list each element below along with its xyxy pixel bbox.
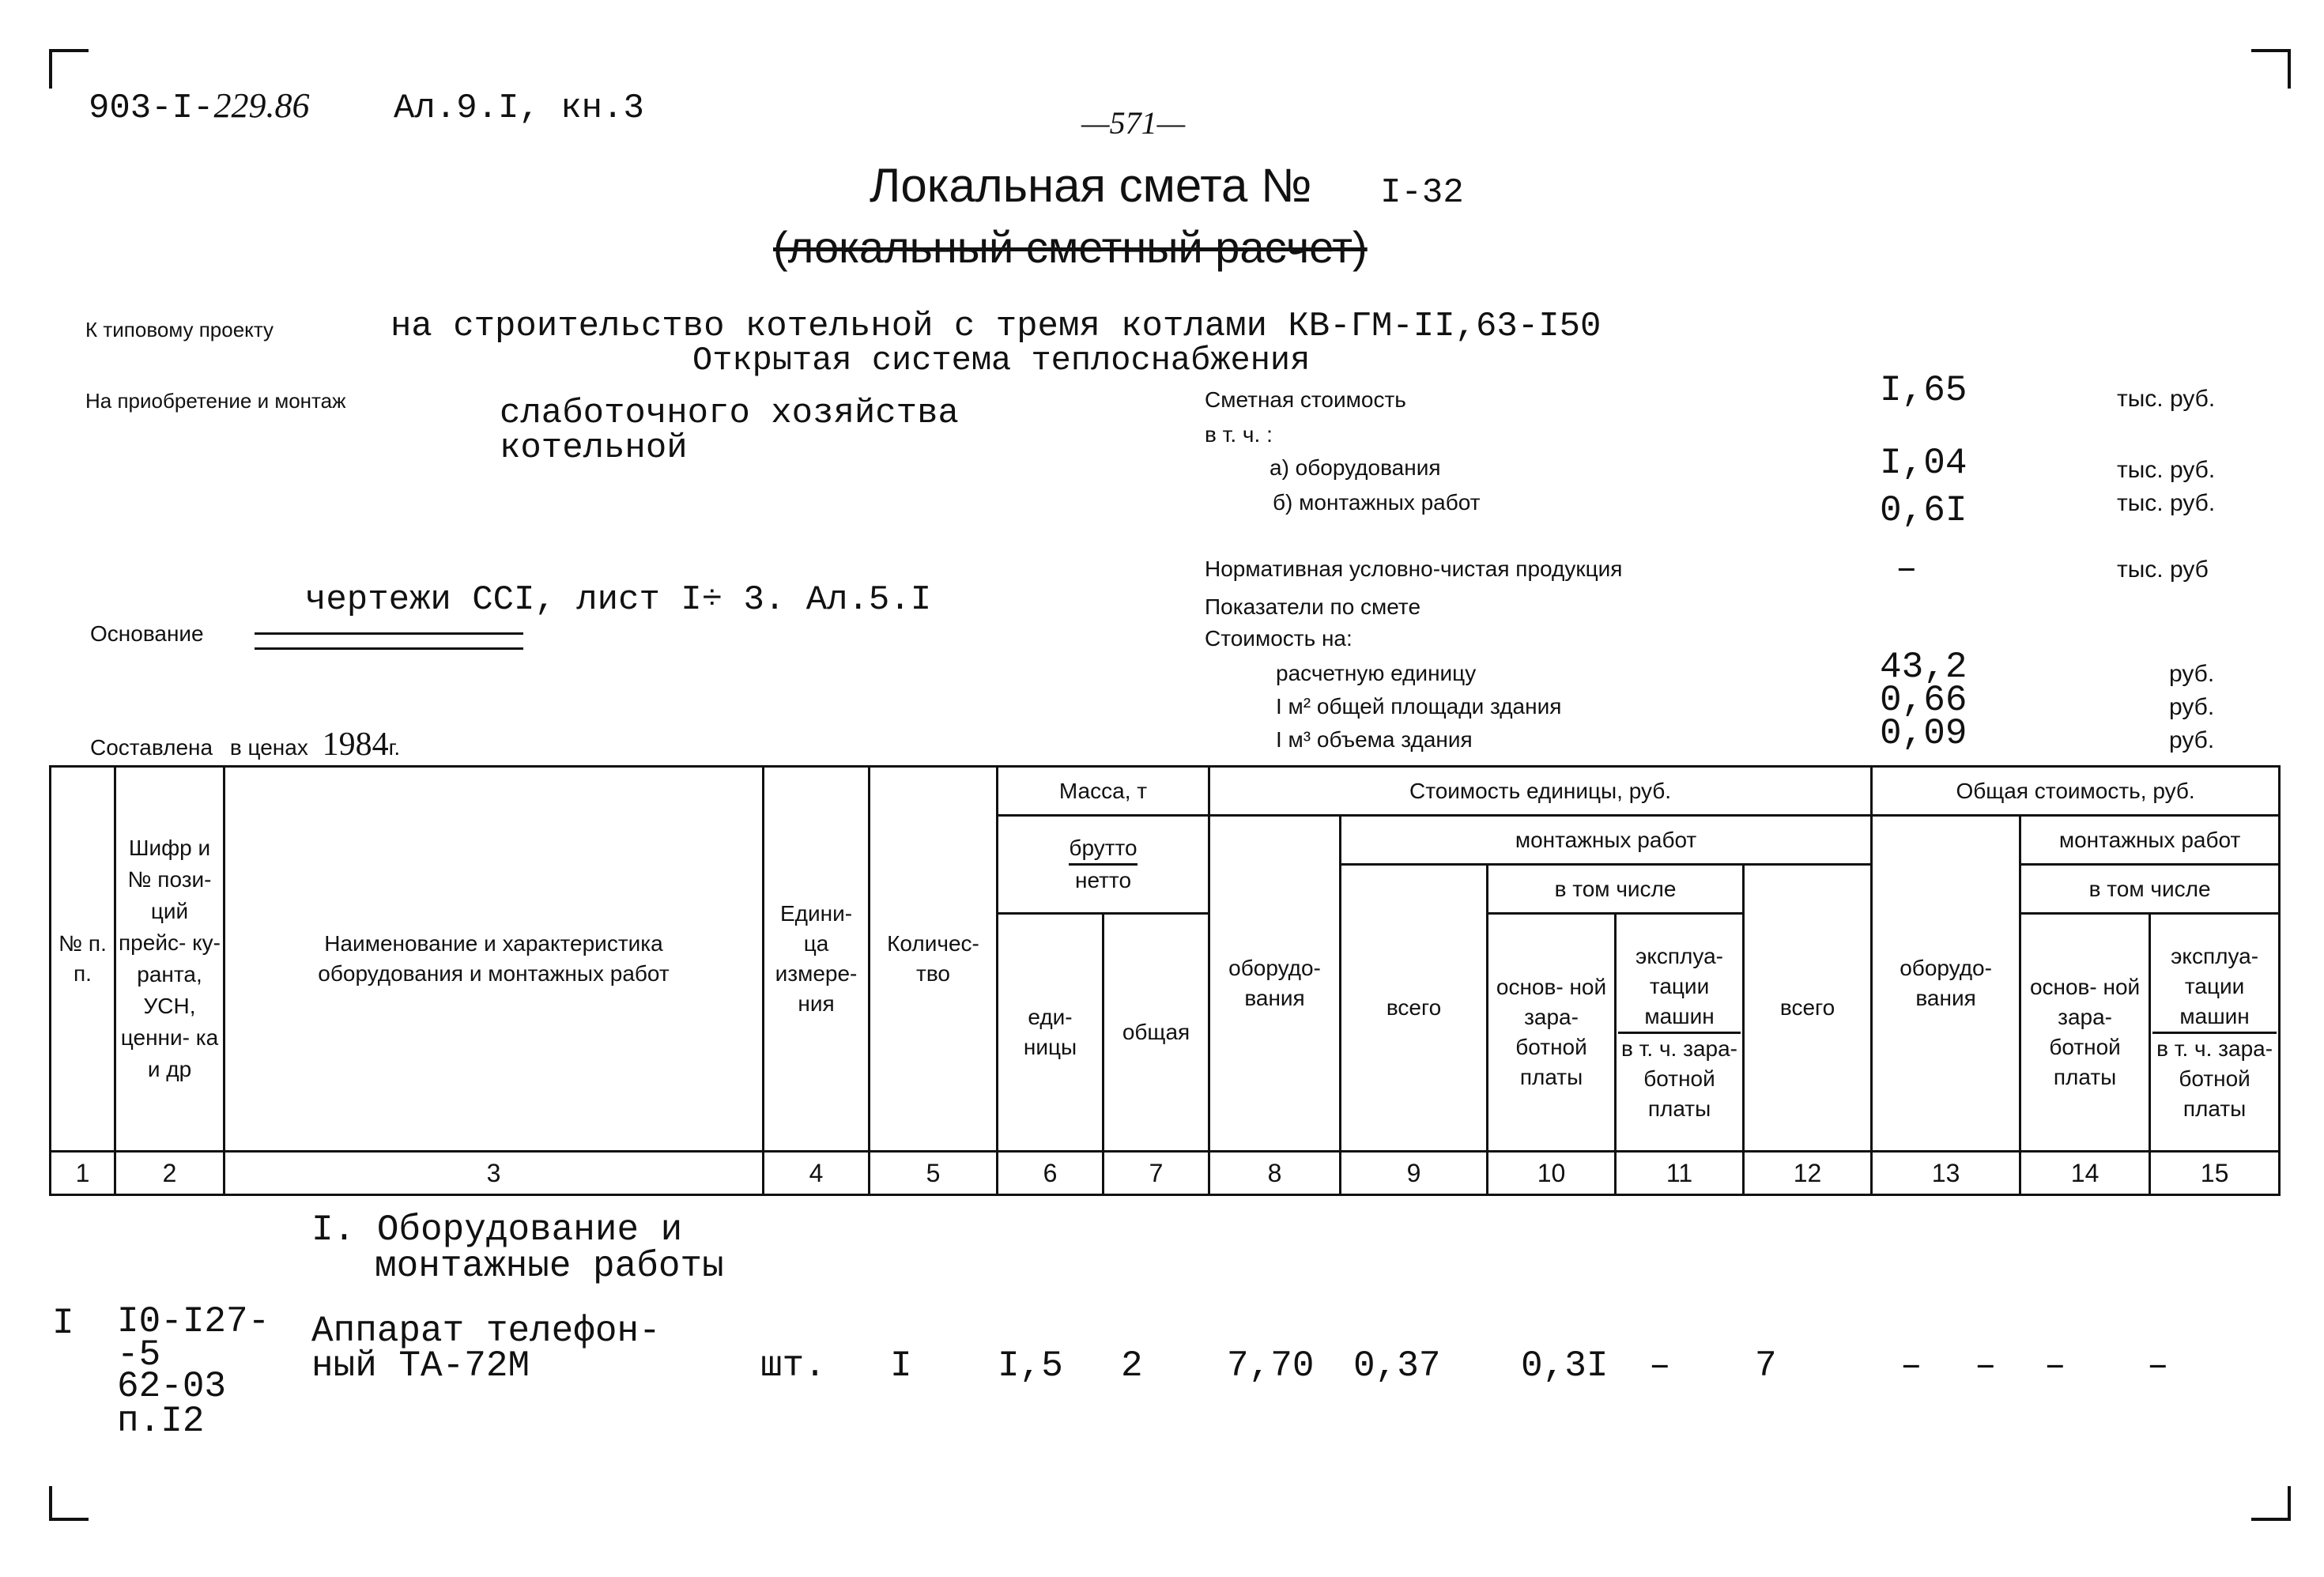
section-title-line-1: I. Оборудование и <box>311 1209 683 1251</box>
row-mass-unit: I,5 <box>998 1345 1063 1386</box>
header-total-including: в том числе <box>2020 865 2280 914</box>
column-number: 1 <box>51 1152 115 1195</box>
per-area-unit: руб. <box>2169 694 2215 720</box>
column-number: 11 <box>1616 1152 1744 1195</box>
row-total-machines: – <box>2044 1345 2066 1386</box>
header-unit-machines <box>1616 914 1744 1152</box>
column-number-row <box>51 1152 2280 1195</box>
row-total-installation: – <box>1900 1345 1922 1386</box>
document-code <box>89 85 309 128</box>
basis-label: Основание <box>90 621 204 646</box>
row-quantity: I <box>890 1345 912 1386</box>
header-total-machines <box>2150 914 2280 1152</box>
document-code-printed: 903-I- <box>89 89 214 128</box>
header-mass-per-unit: еди- ницы <box>998 914 1104 1152</box>
per-unit-value: 43,2 <box>1880 647 1967 688</box>
row-wage: 0,3I <box>1521 1345 1609 1386</box>
header-brutto-netto <box>998 816 1209 914</box>
per-volume-label: I м³ объема здания <box>1276 727 1473 752</box>
row-name-2: ный ТА-72М <box>311 1345 530 1386</box>
project-line-1: на строительство котельной с тремя котлами КВ-ГМ-II,63-I50 <box>390 307 1602 346</box>
net-production-label: Нормативная условно-чистая продукция <box>1205 556 1623 581</box>
header-netto: нетто <box>1075 868 1132 892</box>
per-volume-value: 0,09 <box>1880 713 1967 754</box>
per-area-label: I м² общей площади здания <box>1276 694 1562 719</box>
row-code-2: -5 <box>117 1334 161 1375</box>
column-number: 4 <box>764 1152 870 1195</box>
header-total-install-total: всего <box>1744 865 1872 1152</box>
column-number: 6 <box>998 1152 1104 1195</box>
header-unit-machines-wage: в т. ч. зара- ботной платы <box>1621 1036 1737 1121</box>
section-title-line-2: монтажные работы <box>375 1246 724 1287</box>
column-number: 12 <box>1744 1152 1872 1195</box>
header-code: Шифр и № пози- ций прейс- ку- ранта, УСН, ценни- ка и др <box>115 767 224 1152</box>
row-equipment-total: 7 <box>1755 1345 1777 1386</box>
row-total-wage: – <box>1975 1345 1997 1386</box>
per-unit-label: расчетную единицу <box>1276 661 1477 685</box>
purpose-line-2: котельной <box>500 428 688 468</box>
net-production-unit: тыс. руб <box>2117 556 2209 583</box>
per-area-value: 0,66 <box>1880 680 1967 721</box>
row-code-3: 62-03 <box>117 1366 227 1407</box>
estimate-number: I-32 <box>1380 173 1464 213</box>
header-name: Наименование и характеристика оборудования и монтажных работ <box>224 767 764 1152</box>
estimate-table-header <box>49 765 2281 1196</box>
page-title <box>870 158 1464 213</box>
row-code-1: I0-I27- <box>117 1301 270 1342</box>
row-total-last: – <box>2147 1345 2169 1386</box>
header-mass: Масса, т <box>998 767 1209 816</box>
estimated-cost-unit: тыс. руб. <box>2117 386 2216 412</box>
header-mass-total: общая <box>1104 914 1209 1152</box>
indicators-label: Показатели по смете <box>1205 594 1421 619</box>
column-number: 14 <box>2020 1152 2150 1195</box>
row-number: I <box>52 1303 74 1344</box>
header-unit: Едини- ца измере- ния <box>764 767 870 1152</box>
corner-mark-top-left <box>49 49 89 89</box>
basis-struck-mark <box>255 632 523 650</box>
page-number: —571— <box>1081 105 1186 141</box>
per-unit-unit: руб. <box>2169 661 2215 687</box>
header-total-cost: Общая стоимость, руб. <box>1872 767 2280 816</box>
header-unit-including: в том числе <box>1488 865 1744 914</box>
corner-mark-top-right <box>2251 49 2291 89</box>
column-number: 13 <box>1872 1152 2020 1195</box>
header-row-number: № п. п. <box>51 767 115 1152</box>
column-number: 5 <box>870 1152 998 1195</box>
page-title-text: Локальная смета № <box>870 159 1312 212</box>
installation-label: б) монтажных работ <box>1273 490 1481 515</box>
compiled-label: Составлена <box>90 735 213 760</box>
row-machines: – <box>1649 1345 1671 1386</box>
cost-per-label: Стоимость на: <box>1205 626 1353 651</box>
row-unit: шт. <box>760 1345 826 1386</box>
column-number: 3 <box>224 1152 764 1195</box>
project-line-2: Открытая система теплоснабжения <box>692 341 1311 379</box>
equipment-label: а) оборудования <box>1270 455 1441 480</box>
including-label: в т. ч. : <box>1205 422 1273 447</box>
column-number: 9 <box>1341 1152 1488 1195</box>
header-unit-machines-label: эксплуа- тации машин <box>1618 941 1741 1034</box>
column-number: 2 <box>115 1152 224 1195</box>
struck-subtitle: (локальный сметный расчет) <box>773 222 1368 272</box>
equipment-unit: тыс. руб. <box>2117 457 2216 483</box>
compiled-year: 1984 <box>322 726 389 763</box>
header-unit-equipment: оборудо- вания <box>1209 816 1341 1152</box>
header-total-wage: основ- ной зара- ботной платы <box>2020 914 2150 1152</box>
net-production-value: – <box>1896 549 1918 590</box>
compiled-suffix: г. <box>388 735 401 760</box>
row-installation-total: 0,37 <box>1353 1345 1441 1386</box>
header-unit-install-total: всего <box>1341 865 1488 1152</box>
album-reference: Ал.9.I, кн.3 <box>394 89 644 128</box>
row-equipment-cost: 7,70 <box>1227 1345 1315 1386</box>
document-code-handwritten: 229.86 <box>213 86 310 125</box>
compiled-line <box>90 726 400 764</box>
column-number: 15 <box>2150 1152 2280 1195</box>
row-mass-total: 2 <box>1121 1345 1143 1386</box>
per-volume-unit: руб. <box>2169 727 2215 753</box>
equipment-value: I,04 <box>1880 443 1967 484</box>
header-brutto: брутто <box>1069 833 1137 866</box>
header-unit-installation: монтажных работ <box>1341 816 1872 865</box>
header-total-machines-wage: в т. ч. зара- ботной платы <box>2156 1036 2273 1121</box>
purpose-label: На приобретение и монтаж <box>85 389 346 413</box>
header-total-machines-label: эксплуа- тации машин <box>2152 941 2277 1034</box>
installation-value: 0,6I <box>1880 490 1967 531</box>
header-total-installation: монтажных работ <box>2020 816 2280 865</box>
header-unit-cost: Стоимость единицы, руб. <box>1209 767 1872 816</box>
header-unit-wage: основ- ной зара- ботной платы <box>1488 914 1616 1152</box>
row-name-1: Аппарат телефон- <box>311 1311 661 1352</box>
header-total-equipment: оборудо- вания <box>1872 816 2020 1152</box>
estimated-cost-label: Сметная стоимость <box>1205 387 1406 412</box>
project-label: К типовому проекту <box>85 318 274 341</box>
basis-value: чертежи ССI, лист I÷ 3. Ал.5.I <box>305 580 932 620</box>
installation-unit: тыс. руб. <box>2117 490 2216 516</box>
column-number: 8 <box>1209 1152 1341 1195</box>
compiled-prices: в ценах <box>229 735 308 760</box>
corner-mark-bottom-right <box>2251 1486 2291 1521</box>
estimated-cost-value: I,65 <box>1880 370 1967 411</box>
column-number: 10 <box>1488 1152 1616 1195</box>
row-code-4: п.I2 <box>117 1401 205 1442</box>
column-number: 7 <box>1104 1152 1209 1195</box>
header-quantity: Количес- тво <box>870 767 998 1152</box>
corner-mark-bottom-left <box>49 1486 89 1521</box>
purpose-line-1: слаботочного хозяйства <box>500 394 959 433</box>
